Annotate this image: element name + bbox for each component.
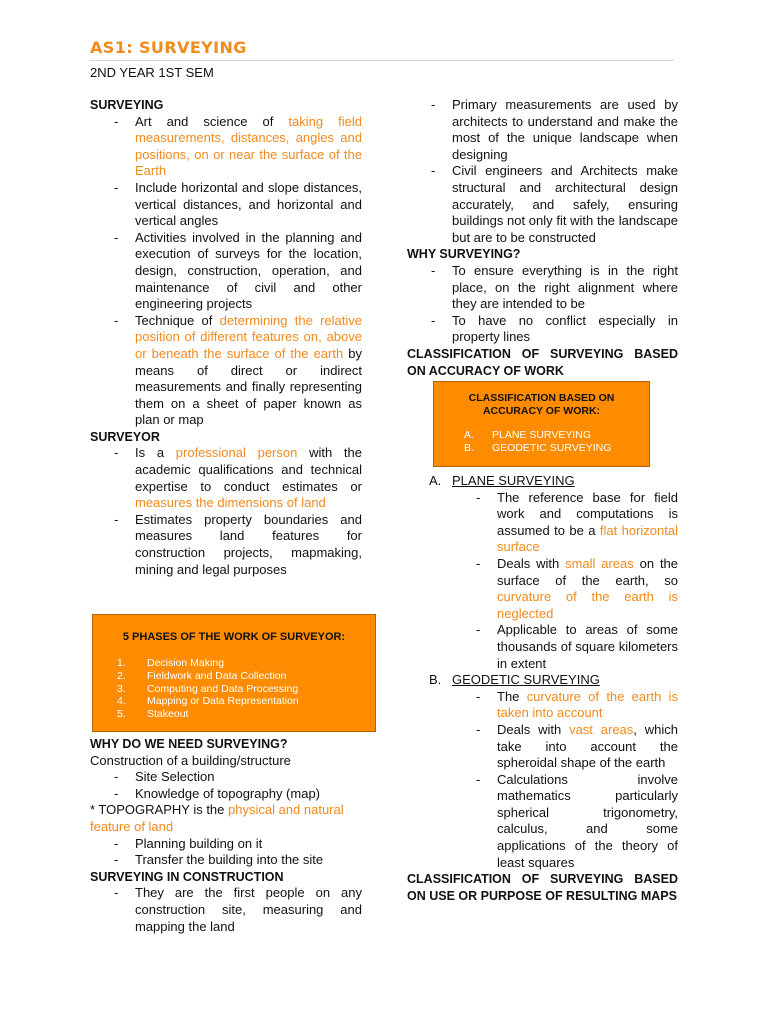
list-item: - Activities involved in the planning and execution of surveys for the location, design, construction, operation, and maintenance of civil and other engineering projects	[90, 230, 362, 313]
list-item: - Primary measurements are used by architects to understand and make the most of the unique landscape when designing	[407, 97, 678, 163]
accuracy-box-title: CLASSIFICATION BASED ON ACCURACY OF WORK:	[468, 392, 615, 417]
construction-line: Construction of a building/structure	[90, 752, 291, 768]
why-need-list	[90, 769, 362, 802]
surveyor-list	[90, 445, 362, 578]
surveying-list	[90, 114, 362, 429]
phase-item: 5. Stakeout	[117, 708, 189, 721]
list-item: - Technique of determining the relative position of different features on, above or beneath the surface of the earth by means of direct or indirect measurements and finally representing them on a sheet of paper known as plan or map	[90, 313, 362, 429]
list-item: - Calculations involve mathematics particularly spherical trigonometry, calculus, and some applications of the theory of least squares	[407, 772, 678, 872]
list-item: - Transfer the building into the site	[90, 852, 362, 869]
heading-why-need: WHY DO WE NEED SURVEYING?	[90, 737, 288, 751]
heading-surveying: SURVEYING	[90, 98, 164, 112]
list-item: - Estimates property boundaries and measures land features for construction projects, mapmaking, mining and legal purposes	[90, 512, 362, 578]
list-item: - Include horizontal and slope distances, vertical distances, and horizontal and vertical angles	[90, 180, 362, 230]
heading-classification-accuracy: CLASSIFICATION OF SURVEYING BASED ON ACCURACY OF WORK	[407, 346, 678, 378]
list-item: - Planning building on it	[90, 836, 362, 853]
phases-list	[117, 657, 299, 721]
accuracy-item: A. PLANE SURVEYING	[464, 429, 592, 441]
plane-surveying-heading: A. PLANE SURVEYING	[429, 473, 575, 488]
list-item: - Applicable to areas of some thousands of square kilometers in extent	[407, 622, 678, 672]
heading-in-construction: SURVEYING IN CONSTRUCTION	[90, 869, 284, 884]
left-column-lower	[90, 736, 362, 935]
in-construction-list	[90, 885, 362, 935]
list-item: - Civil engineers and Architects make structural and architectural design accurately, and safely, ensuring buildings not only fit with the landscape but are to be constructed	[407, 163, 678, 246]
left-column	[90, 97, 362, 578]
phases-box	[92, 614, 376, 732]
list-item: - To have no conflict especially in property lines	[407, 313, 678, 346]
list-item: - Knowledge of topography (map)	[90, 786, 362, 803]
heading-surveyor: SURVEYOR	[90, 429, 160, 444]
why-surveying-list	[407, 263, 678, 346]
plane-surveying-list	[407, 490, 678, 673]
right-column	[407, 97, 678, 379]
phase-item: 4. Mapping or Data Representation	[117, 695, 299, 708]
list-item: - The reference base for field work and computations is assumed to be a flat horizontal surface	[407, 490, 678, 556]
title-divider	[90, 60, 674, 61]
heading-why-surveying: WHY SURVEYING?	[407, 247, 521, 262]
phases-box-title: 5 PHASES OF THE WORK OF SURVEYOR:	[122, 631, 346, 643]
phase-item: 1. Decision Making	[117, 657, 225, 669]
phase-item: 3. Computing and Data Processing	[117, 682, 299, 695]
geodetic-surveying-list	[407, 689, 678, 872]
accuracy-box	[433, 381, 650, 467]
accuracy-list	[464, 429, 611, 454]
list-item: - Art and science of taking field measurements, distances, angles and positions, on or near the surface of the Earth	[90, 114, 362, 180]
topography-note: * TOPOGRAPHY is the physical and natural feature of land	[90, 802, 344, 834]
list-item: - They are the first people on any construction site, measuring and mapping the land	[90, 885, 362, 935]
list-item: - Site Selection	[90, 769, 362, 786]
list-item: - The curvature of the earth is taken into account	[407, 689, 678, 722]
accuracy-item: B. GEODETIC SURVEYING	[464, 441, 612, 454]
page-title: AS1: SURVEYING	[90, 38, 247, 57]
why-need-list-2	[90, 836, 362, 869]
phase-item: 2. Fieldwork and Data Collection	[117, 669, 287, 682]
right-column-lower	[407, 473, 678, 904]
architects-list	[407, 97, 678, 246]
list-item: - Deals with small areas on the surface of the earth, so curvature of the earth is neglected	[407, 556, 678, 622]
list-item: - Deals with vast areas, which take into account the spheroidal shape of the earth	[407, 722, 678, 772]
list-item: - To ensure everything is in the right place, on the right alignment where they are intended to be	[407, 263, 678, 313]
geodetic-surveying-heading: B. GEODETIC SURVEYING	[429, 672, 600, 688]
list-item: - Is a professional person with the academic qualifications and technical expertise to conduct estimates or measures the dimensions of land	[90, 445, 362, 511]
page-subtitle: 2ND YEAR 1ST SEM	[90, 65, 214, 80]
heading-classification-use: CLASSIFICATION OF SURVEYING BASED ON USE OR PURPOSE OF RESULTING MAPS	[407, 872, 678, 903]
